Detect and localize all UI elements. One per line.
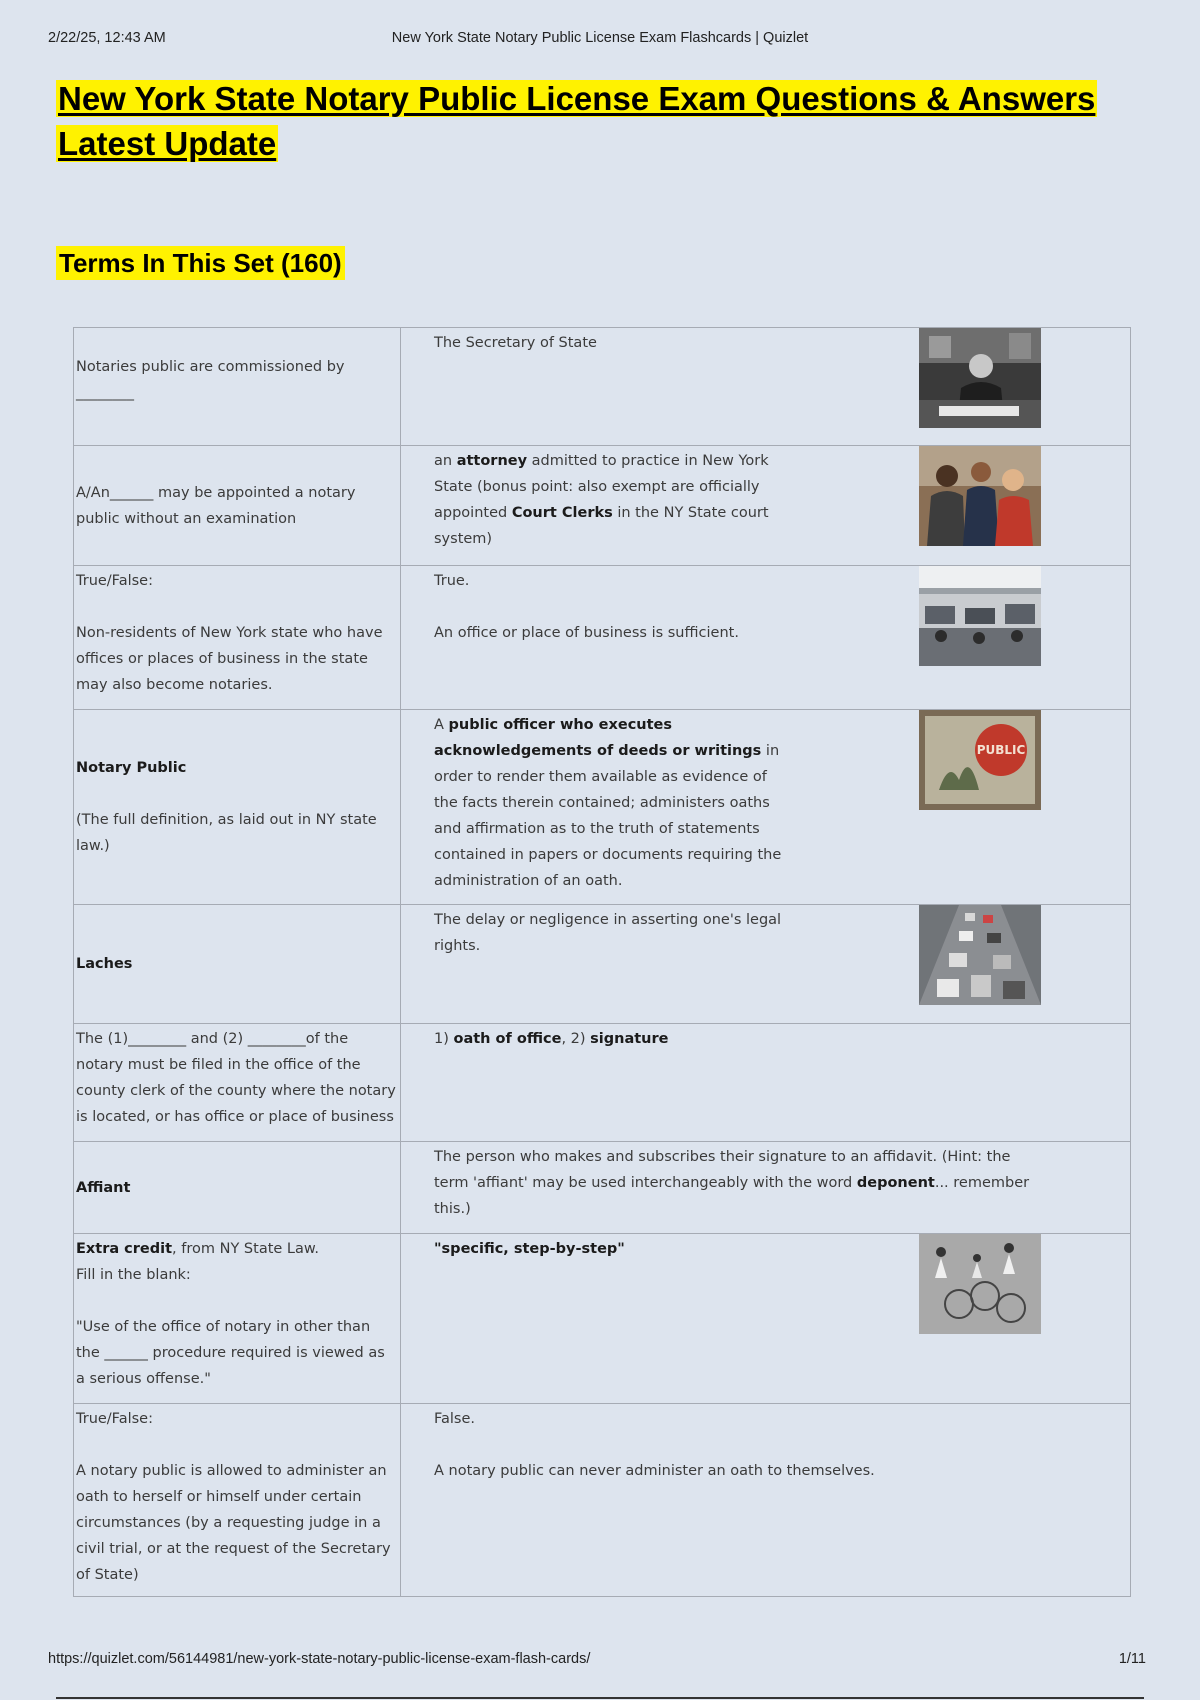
flashcard-row bbox=[74, 328, 1131, 446]
definition-bold: oath of office bbox=[453, 1031, 562, 1047]
definition-text: an attorney admitted to practice in New York State (bonus point: also exempt are officially appointed Court Clerks in the NY State court system) bbox=[434, 453, 769, 547]
term-text: A notary public is allowed to administer an oath to herself or himself under certain circumstances (by a requesting judge in a civil trial, or at the request of the Secretary of State) bbox=[76, 1463, 391, 1583]
flashcard-table bbox=[73, 327, 1131, 1597]
card-definition bbox=[401, 566, 1131, 710]
svg-text:PUBLIC: PUBLIC bbox=[976, 743, 1026, 757]
flashcard-row bbox=[74, 1404, 1131, 1597]
card-definition bbox=[401, 905, 1131, 1024]
print-datetime: 2/22/25, 12:43 AM bbox=[48, 30, 166, 46]
term-text: True/False: bbox=[76, 573, 153, 589]
card-term bbox=[74, 566, 401, 710]
definition-text: False. A notary public can never administer an oath to themselves. bbox=[434, 1411, 875, 1479]
document-title bbox=[56, 76, 1156, 166]
flashcard-row bbox=[74, 1142, 1131, 1234]
card-term bbox=[74, 1024, 401, 1142]
card-term bbox=[74, 446, 401, 566]
card-image-traffic bbox=[919, 905, 1041, 1005]
definition-text: The Secretary of State bbox=[434, 335, 597, 351]
term-text: Notaries public are commissioned by bbox=[76, 359, 345, 375]
definition-text: 1) oath of office, 2) signature bbox=[434, 1031, 669, 1047]
term-text: Extra credit, from NY State Law. bbox=[76, 1241, 320, 1257]
card-image-hopscotch bbox=[919, 1234, 1041, 1334]
term-text: A/An______ may be appointed a notary public without an examination bbox=[76, 484, 356, 527]
definition-bold: signature bbox=[590, 1031, 669, 1047]
flashcard-row bbox=[74, 905, 1131, 1024]
card-definition bbox=[401, 710, 1131, 905]
definition-text: The person who makes and subscribes their signature to an affidavit. (Hint: the term 'affiant' may be used interchangeably with the word deponent... remember this.) bbox=[434, 1149, 1030, 1217]
term-heading: Affiant bbox=[76, 1179, 131, 1196]
flashcard-row bbox=[74, 446, 1131, 566]
card-definition bbox=[401, 1404, 1131, 1597]
term-text: The (1)________ and (2) ________of the notary must be filed in the office of the county clerk of the county where the notary is located, or has office or place of business bbox=[76, 1031, 396, 1125]
card-term bbox=[74, 710, 401, 905]
term-text: Non-residents of New York state who have offices or places of business in the state may also become notaries. bbox=[76, 625, 383, 693]
definition-bold: Court Clerks bbox=[511, 505, 613, 521]
card-term bbox=[74, 905, 401, 1024]
card-definition bbox=[401, 446, 1131, 566]
document-title-text: New York State Notary Public License Exam Questions & Answers Latest Update bbox=[58, 80, 1096, 162]
page-url: https://quizlet.com/56144981/new-york-state-notary-public-license-exam-flash-cards/ bbox=[48, 1651, 591, 1667]
card-definition bbox=[401, 1234, 1131, 1404]
card-definition bbox=[401, 328, 1131, 446]
definition-bold: deponent bbox=[856, 1175, 935, 1191]
definition-text: True. An office or place of business is sufficient. bbox=[434, 573, 739, 641]
term-text: "Use of the office of notary in other than the ______ procedure required is viewed as a serious offense." bbox=[76, 1319, 385, 1387]
print-page-title: New York State Notary Public License Exam Flashcards | Quizlet bbox=[391, 30, 809, 46]
flashcard-row bbox=[74, 1024, 1131, 1142]
term-text: Fill in the blank: bbox=[76, 1267, 191, 1283]
definition-bold: public officer who executes acknowledgements of deeds or writings bbox=[434, 717, 762, 759]
flashcard-row bbox=[74, 566, 1131, 710]
footer-divider bbox=[56, 1697, 1144, 1699]
set-heading bbox=[56, 244, 345, 282]
term-blank: ________ bbox=[76, 385, 134, 401]
term-heading: Laches bbox=[76, 956, 133, 972]
card-definition bbox=[401, 1024, 1131, 1142]
term-text: True/False: bbox=[76, 1411, 153, 1427]
card-term bbox=[74, 1142, 401, 1234]
term-heading: Notary Public bbox=[76, 760, 187, 776]
card-image-three-people bbox=[919, 446, 1041, 546]
definition-bold: attorney bbox=[456, 453, 528, 469]
flashcard-row bbox=[74, 1234, 1131, 1404]
card-term bbox=[74, 1404, 401, 1597]
flashcard-row bbox=[74, 710, 1131, 905]
card-image-man-at-desk bbox=[919, 328, 1041, 428]
card-term bbox=[74, 328, 401, 446]
card-image-public-sign bbox=[919, 710, 1041, 810]
set-heading-text: Terms In This Set (160) bbox=[56, 246, 345, 280]
definition-text: "specific, step-by-step" bbox=[434, 1241, 625, 1257]
card-definition bbox=[401, 1142, 1131, 1234]
term-text: (The full definition, as laid out in NY state law.) bbox=[76, 812, 377, 854]
definition-text: The delay or negligence in asserting one's legal rights. bbox=[434, 912, 782, 954]
card-term bbox=[74, 1234, 401, 1404]
definition-text: A public officer who executes acknowledgements of deeds or writings in order to render them available as evidence of the facts therein contained; administers oaths and affirmation as to the truth of statements contained in papers or documents requiring the administration of an oath. bbox=[434, 717, 782, 889]
print-header bbox=[48, 30, 1152, 50]
card-image-office bbox=[919, 566, 1041, 666]
page-number: 1/11 bbox=[1118, 1651, 1146, 1667]
